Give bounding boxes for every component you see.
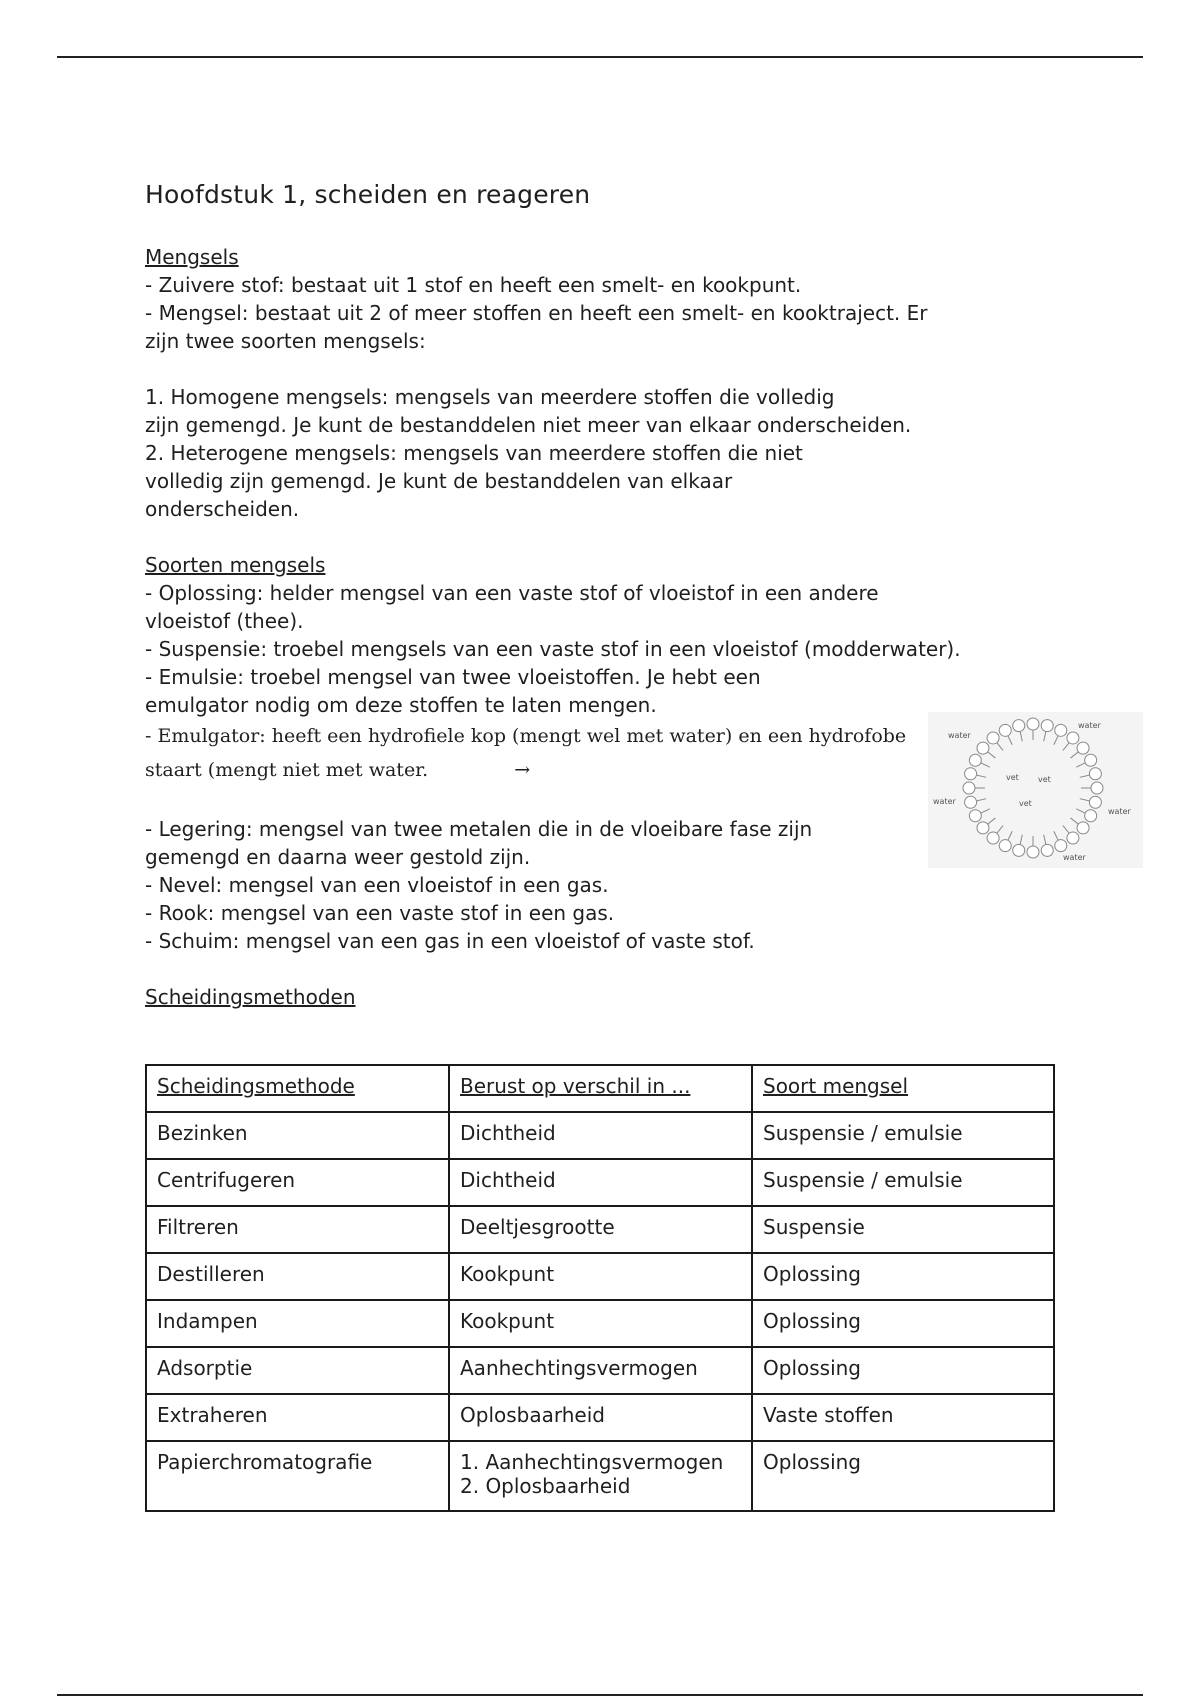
head xyxy=(1027,846,1039,858)
cell-basis: Kookpunt xyxy=(449,1253,752,1300)
text-line: 2. Heterogene mengsels: mengsels van meerdere stoffen die niet xyxy=(145,441,803,465)
document-body xyxy=(145,180,1065,1011)
head xyxy=(1077,822,1089,834)
text-line: onderscheiden. xyxy=(145,497,300,521)
table-row xyxy=(146,1112,1054,1159)
text-line: zijn gemengd. Je kunt de bestanddelen niet meer van elkaar onderscheiden. xyxy=(145,413,912,437)
head xyxy=(1089,796,1101,808)
basis-line: 1. Aanhechtingsvermogen xyxy=(460,1450,724,1474)
head xyxy=(977,742,989,754)
text-line: - Suspensie: troebel mengsels van een vaste stof in een vloeistof (modderwater). xyxy=(145,637,961,661)
top-rule xyxy=(57,56,1143,58)
column-header: Scheidingsmethode xyxy=(146,1065,449,1112)
cell-basis: Aanhechtingsvermogen xyxy=(449,1347,752,1394)
head xyxy=(1013,844,1025,856)
column-header: Soort mengsel xyxy=(752,1065,1054,1112)
water-label: water xyxy=(1078,721,1101,730)
cell-type: Suspensie xyxy=(752,1206,1054,1253)
head xyxy=(999,724,1011,736)
cell-type: Suspensie / emulsie xyxy=(752,1159,1054,1206)
head xyxy=(1067,832,1079,844)
water-label: water xyxy=(933,797,956,806)
table-row xyxy=(146,1159,1054,1206)
text-line: 1. Homogene mengsels: mengsels van meerdere stoffen die volledig xyxy=(145,385,835,409)
emulsion-diagram xyxy=(928,712,1143,868)
text-line: - Legering: mengsel van twee metalen die in de vloeibare fase zijn xyxy=(145,817,813,841)
cell-method: Indampen xyxy=(146,1300,449,1347)
head xyxy=(969,810,981,822)
vet-label: vet xyxy=(1006,773,1019,782)
section-heading-mengsels: Mengsels xyxy=(145,245,239,269)
text-line: volledig zijn gemengd. Je kunt de bestanddelen van elkaar xyxy=(145,469,733,493)
cell-basis: Deeltjesgrootte xyxy=(449,1206,752,1253)
text-line: - Mengsel: bestaat uit 2 of meer stoffen en heeft een smelt- en kooktraject. Er xyxy=(145,301,928,325)
head xyxy=(1067,732,1079,744)
arrow-right-icon: → xyxy=(514,759,531,781)
text-line: - Oplossing: helder mengsel van een vaste stof of vloeistof in een andere xyxy=(145,581,879,605)
text-line: - Schuim: mengsel van een gas in een vloeistof of vaste stof. xyxy=(145,929,755,953)
head xyxy=(963,782,975,794)
vet-label: vet xyxy=(1019,799,1032,808)
head xyxy=(1041,720,1053,732)
cell-method: Filtreren xyxy=(146,1206,449,1253)
section-heading-soorten: Soorten mengsels xyxy=(145,553,326,577)
page-title: Hoofdstuk 1, scheiden en reageren xyxy=(145,180,591,209)
table-row xyxy=(146,1347,1054,1394)
cell-method: Extraheren xyxy=(146,1394,449,1441)
head xyxy=(1089,768,1101,780)
head xyxy=(977,822,989,834)
cell-basis: Kookpunt xyxy=(449,1300,752,1347)
head xyxy=(1085,810,1097,822)
emulgator-line: - Emulgator: heeft een hydrofiele kop (mengt wel met water) en een hydrofobe xyxy=(145,725,907,747)
cell-method: Bezinken xyxy=(146,1112,449,1159)
cell-basis: Dichtheid xyxy=(449,1112,752,1159)
table-row xyxy=(146,1300,1054,1347)
text-line: emulgator nodig om deze stoffen te laten mengen. xyxy=(145,693,657,717)
table-header-row xyxy=(146,1065,1054,1112)
table-row xyxy=(146,1441,1054,1511)
head xyxy=(987,832,999,844)
emulgator-line-2 xyxy=(145,753,1065,787)
cell-type: Oplossing xyxy=(752,1300,1054,1347)
cell-type: Oplossing xyxy=(752,1253,1054,1300)
water-label: water xyxy=(1108,807,1131,816)
vet-label: vet xyxy=(1038,775,1051,784)
bottom-rule xyxy=(57,1694,1143,1696)
cell-method: Papierchromatografie xyxy=(146,1441,449,1511)
cell-type: Vaste stoffen xyxy=(752,1394,1054,1441)
cell-method: Destilleren xyxy=(146,1253,449,1300)
head xyxy=(965,796,977,808)
micelle-illustration xyxy=(928,712,1143,868)
text-line: - Emulsie: troebel mengsel van twee vloeistoffen. Je hebt een xyxy=(145,665,761,689)
text-line: zijn twee soorten mengsels: xyxy=(145,329,426,353)
column-header: Berust op verschil in ... xyxy=(449,1065,752,1112)
text-line: - Nevel: mengsel van een vloeistof in een gas. xyxy=(145,873,609,897)
water-label: water xyxy=(948,731,971,740)
head xyxy=(965,768,977,780)
section-heading-scheidingsmethoden: Scheidingsmethoden xyxy=(145,985,356,1009)
cell-basis: Oplosbaarheid xyxy=(449,1394,752,1441)
cell-method: Adsorptie xyxy=(146,1347,449,1394)
text-line: vloeistof (thee). xyxy=(145,609,304,633)
head xyxy=(1077,742,1089,754)
cell-type: Oplossing xyxy=(752,1347,1054,1394)
separation-methods-table xyxy=(145,1064,1055,1512)
emulgator-line-2-text: staart (mengt niet met water. xyxy=(145,759,429,781)
cell-type: Oplossing xyxy=(752,1441,1054,1511)
cell-basis xyxy=(449,1441,752,1511)
table-row xyxy=(146,1394,1054,1441)
head xyxy=(1055,724,1067,736)
text-line: - Zuivere stof: bestaat uit 1 stof en heeft een smelt- en kookpunt. xyxy=(145,273,802,297)
head xyxy=(1041,844,1053,856)
head xyxy=(1091,782,1103,794)
head xyxy=(987,732,999,744)
text-line: gemengd en daarna weer gestold zijn. xyxy=(145,845,531,869)
head xyxy=(1027,718,1039,730)
head xyxy=(1013,720,1025,732)
cell-method: Centrifugeren xyxy=(146,1159,449,1206)
water-label: water xyxy=(1063,853,1086,862)
table-row xyxy=(146,1206,1054,1253)
head xyxy=(969,754,981,766)
cell-type: Suspensie / emulsie xyxy=(752,1112,1054,1159)
head xyxy=(999,840,1011,852)
text-line: - Rook: mengsel van een vaste stof in een gas. xyxy=(145,901,615,925)
head xyxy=(1055,840,1067,852)
cell-basis: Dichtheid xyxy=(449,1159,752,1206)
head xyxy=(1085,754,1097,766)
basis-line: 2. Oplosbaarheid xyxy=(460,1474,631,1498)
table-row xyxy=(146,1253,1054,1300)
